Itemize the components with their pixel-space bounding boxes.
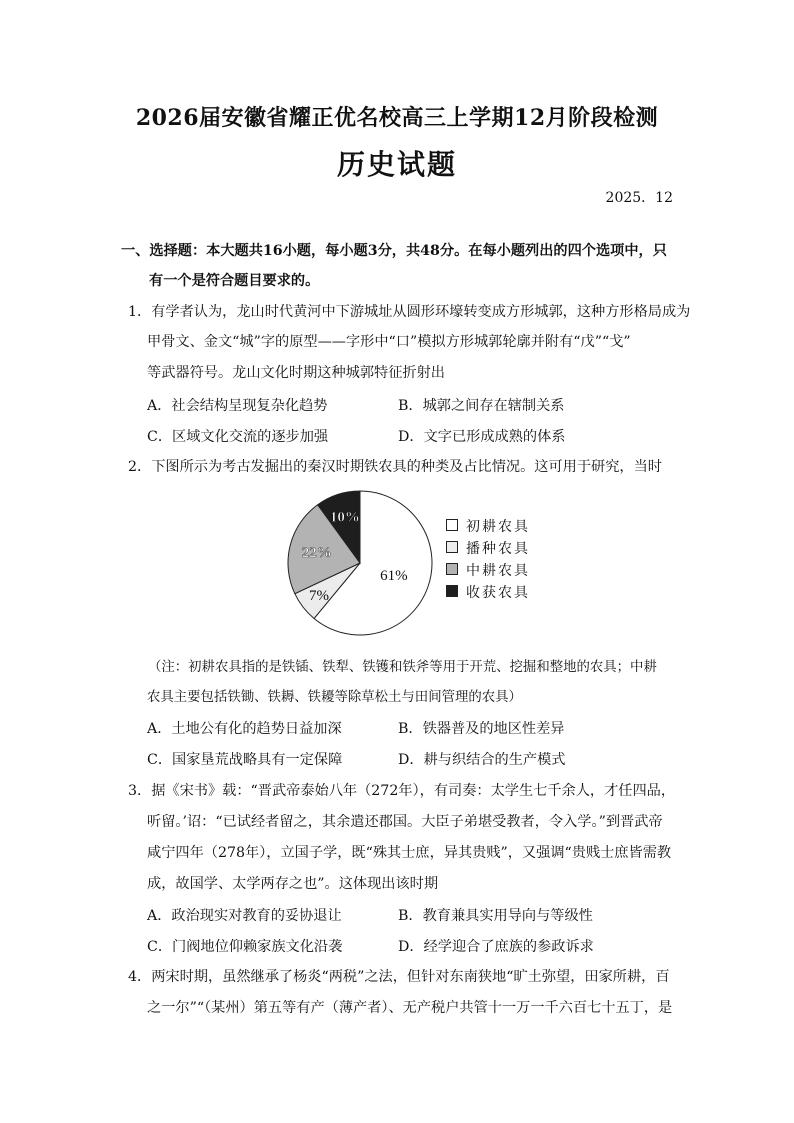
subject-title: 历史试题: [336, 148, 457, 181]
exam-title: 2026届安徽省耀正优名校高三上学期12月阶段检测: [135, 105, 659, 131]
q2-note-line1: （注：初耕农具指的是铁锸、铁犁、铁镬和铁斧等用于开荒、挖掘和整地的农具；中耕: [148, 660, 657, 675]
section-heading-line1: 一、选择题：本大题共16小题，每小题3分，共48分。在每小题列出的四个选项中，只: [121, 243, 667, 259]
pie-legend: [446, 519, 560, 609]
legend-swatch-1: [446, 519, 458, 531]
q2-option-a: A．土地公有化的趋势日益加深: [147, 721, 342, 737]
q2-stem: 2．下图所示为考古发掘出的秦汉时期铁农具的种类及占比情况。这可用于研究，当时: [128, 459, 662, 475]
q3-stem-line4: 成，故国学、太学两存之也”。这体现出该时期: [147, 876, 439, 892]
q2-option-d: D．耕与织结合的生产模式: [398, 752, 566, 768]
q4-stem-line2: 之一尔”“（某州）第五等有产（薄产者）、无产税户共管十一万一千六百七十五丁，是: [147, 1000, 673, 1016]
section-heading-line2: 有一个是符合题目要求的。: [149, 273, 320, 289]
legend-label-3: 中耕农具: [466, 563, 530, 579]
q2-note-line2: 农具主要包括铁锄、铁耨、铁耰等除草松土与田间管理的农具）: [147, 690, 522, 705]
q1-stem-line3: 等武器符号。龙山文化时期这种城郭特征折射出: [147, 365, 445, 381]
q1-option-a: A．社会结构呈现复杂化趋势: [147, 398, 328, 414]
pie-chart-svg: [280, 488, 440, 638]
legend-swatch-2: [446, 541, 458, 553]
q2-option-c: C．国家垦荒战略具有一定保障: [147, 752, 343, 768]
legend-label-1: 初耕农具: [466, 519, 530, 535]
q1-option-c: C．区域文化交流的逐步加强: [147, 429, 329, 445]
pie-data-label-1: 61%: [380, 568, 408, 585]
pie-data-label-2: 7%: [309, 587, 330, 604]
q1-stem-line2: 甲骨文、金文“城”字的原型——字形中“口”模拟方形城郭轮廓并附有“戊”“戈”: [147, 334, 631, 350]
pie-chart: [280, 488, 560, 638]
q2-option-b: B．铁器普及的地区性差异: [398, 721, 565, 737]
q3-stem-line2: 听留。’诏：“已试经者留之，其余遣还郡国。大臣子弟堪受教者，令入学。”到晋武帝: [147, 814, 663, 830]
pie-data-label-3: 22%: [301, 544, 332, 561]
q3-option-c: C．门阀地位仰赖家族文化沿袭: [147, 939, 343, 955]
q3-option-b: B．教育兼具实用导向与等级性: [398, 908, 593, 924]
pie-data-label-4: 10%: [329, 509, 360, 526]
q1-stem-line1: 1．有学者认为，龙山时代黄河中下游城址从圆形环壕转变成方形城郭，这种方形格局成为: [128, 304, 691, 320]
q3-option-d: D．经学迎合了庶族的参政诉求: [398, 939, 594, 955]
q4-stem-line1: 4．两宋时期，虽然继承了杨炎“两税”之法，但针对东南狭地“旷土弥望，田家所耕，百: [128, 969, 670, 985]
legend-swatch-4: [446, 585, 458, 597]
q3-stem-line1: 3．据《宋书》载：“晋武帝泰始八年（272年），有司奏：太学生七千余人，才任四品，: [128, 783, 676, 799]
q1-option-b: B．城郭之间存在辖制关系: [398, 398, 565, 414]
exam-date: 2025．12: [605, 190, 673, 206]
q3-option-a: A．政治现实对教育的妥协退让: [147, 908, 342, 924]
legend-swatch-3: [446, 563, 458, 575]
q3-stem-line3: 咸宁四年（278年），立国子学，既“殊其士庶，异其贵贱”，又强调“贵贱士庶皆需教: [147, 845, 672, 861]
legend-label-4: 收获农具: [466, 585, 530, 601]
q1-option-d: D．文字已形成成熟的体系: [398, 429, 566, 445]
legend-label-2: 播种农具: [466, 541, 530, 557]
